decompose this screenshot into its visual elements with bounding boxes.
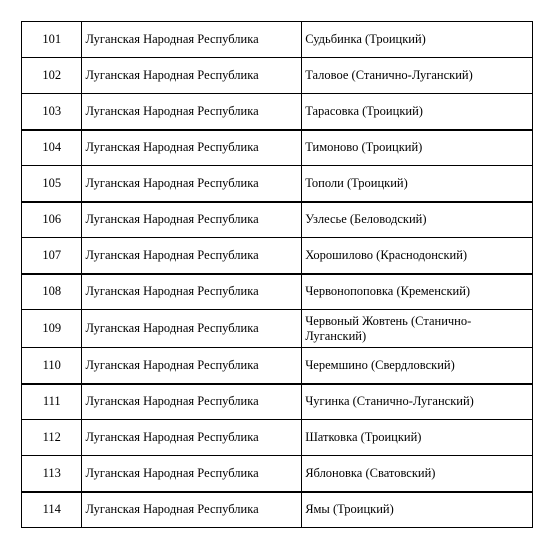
locality-cell: Хорошилово (Краснодонский) [302,238,533,274]
table-row [22,310,533,348]
table-row [22,238,533,274]
row-number-cell: 110 [22,348,82,384]
table-row [22,420,533,456]
republic-cell: Луганская Народная Республика [82,130,302,166]
locality-cell: Чугинка (Станично-Луганский) [302,384,533,420]
row-number-cell: 107 [22,238,82,274]
republic-cell: Луганская Народная Республика [82,22,302,58]
republic-cell: Луганская Народная Республика [82,456,302,492]
republic-cell: Луганская Народная Республика [82,274,302,310]
locality-cell: Шатковка (Троицкий) [302,420,533,456]
row-number-cell: 101 [22,22,82,58]
row-number-cell: 113 [22,456,82,492]
locality-cell: Ямы (Троицкий) [302,492,533,528]
table-row [22,456,533,492]
table-row [22,202,533,238]
locality-cell: Червоный Жовтень (Станично-Луганский) [302,310,533,348]
locality-cell: Яблоновка (Сватовский) [302,456,533,492]
locality-cell: Таловое (Станично-Луганский) [302,58,533,94]
locality-cell: Червонопоповка (Кременский) [302,274,533,310]
row-number-cell: 103 [22,94,82,130]
row-number-cell: 105 [22,166,82,202]
row-number-cell: 106 [22,202,82,238]
locality-cell: Судьбинка (Троицкий) [302,22,533,58]
table-row [22,94,533,130]
row-number-cell: 102 [22,58,82,94]
republic-cell: Луганская Народная Республика [82,94,302,130]
row-number-cell: 114 [22,492,82,528]
table-row [22,58,533,94]
document-table-wrapper [21,21,533,528]
republic-cell: Луганская Народная Республика [82,348,302,384]
table-row [22,274,533,310]
republic-cell: Луганская Народная Республика [82,238,302,274]
table-body [22,22,533,528]
republic-cell: Луганская Народная Республика [82,492,302,528]
table-row [22,166,533,202]
table-row [22,348,533,384]
row-number-cell: 111 [22,384,82,420]
republic-cell: Луганская Народная Республика [82,58,302,94]
republic-cell: Луганская Народная Республика [82,202,302,238]
republic-cell: Луганская Народная Республика [82,310,302,348]
row-number-cell: 112 [22,420,82,456]
table-row [22,384,533,420]
republic-cell: Луганская Народная Республика [82,420,302,456]
row-number-cell: 108 [22,274,82,310]
locality-cell: Тополи (Троицкий) [302,166,533,202]
settlements-table [21,21,533,528]
republic-cell: Луганская Народная Республика [82,166,302,202]
locality-cell: Тарасовка (Троицкий) [302,94,533,130]
row-number-cell: 109 [22,310,82,348]
table-row [22,130,533,166]
locality-cell: Черемшино (Свердловский) [302,348,533,384]
table-row [22,22,533,58]
republic-cell: Луганская Народная Республика [82,384,302,420]
locality-cell: Тимоново (Троицкий) [302,130,533,166]
locality-cell: Узлесье (Беловодский) [302,202,533,238]
row-number-cell: 104 [22,130,82,166]
table-row [22,492,533,528]
